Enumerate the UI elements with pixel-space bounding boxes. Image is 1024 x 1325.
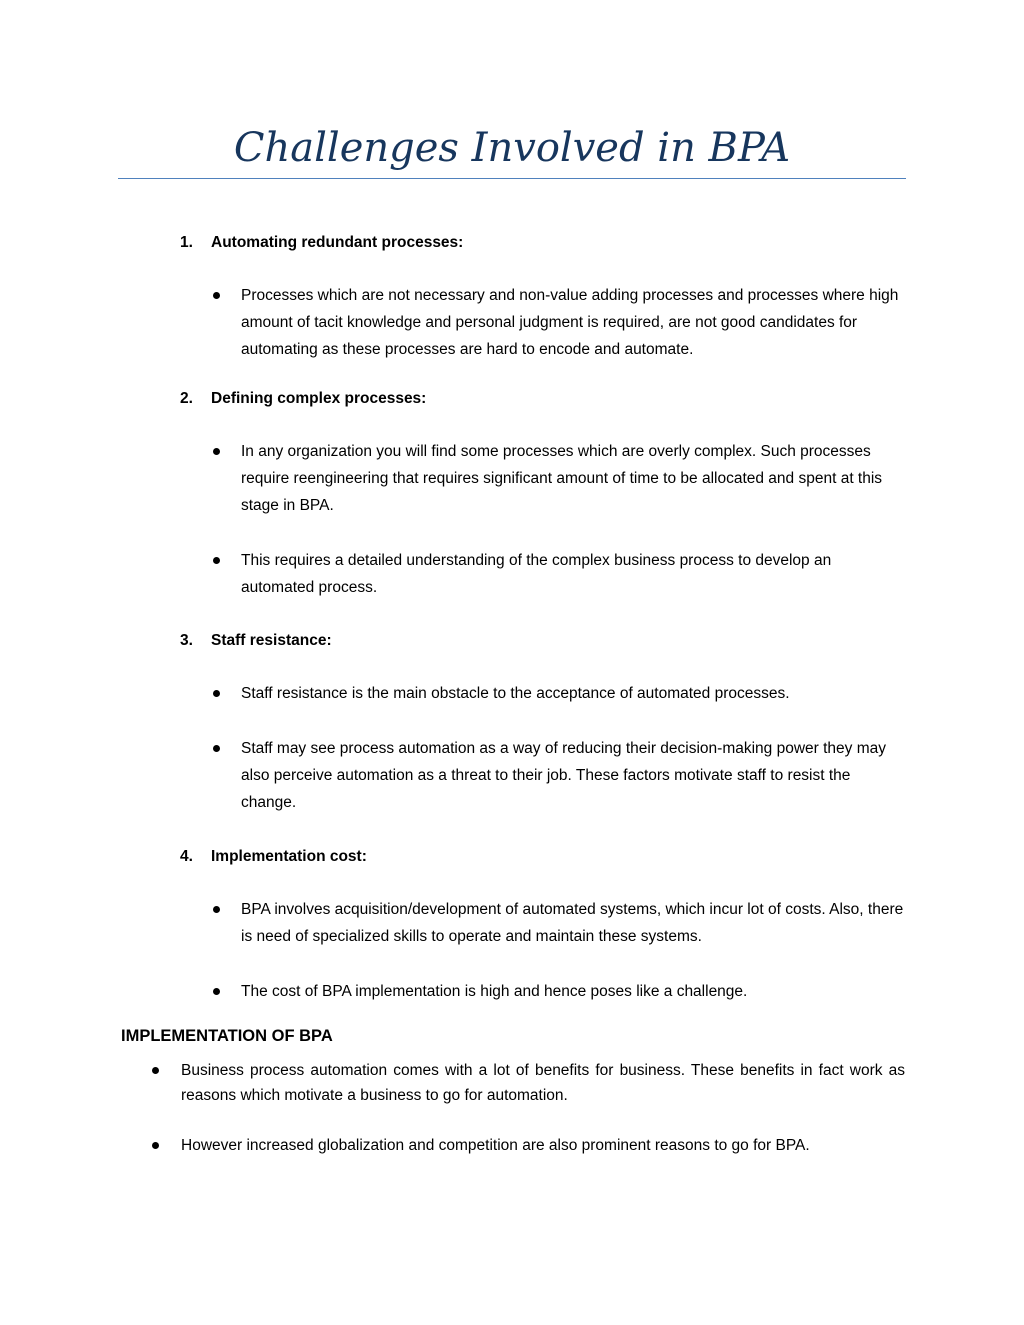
challenge-heading-3 [180, 631, 332, 651]
list-item [241, 547, 906, 601]
challenge-title: Defining complex processes: [211, 390, 427, 407]
bullet-text: This requires a detailed understanding of the complex business process to develop an automated process. [241, 552, 832, 596]
bullet-text: The cost of BPA implementation is high and hence poses like a challenge. [241, 983, 748, 1000]
bullet-icon [213, 690, 220, 697]
title-underline [118, 178, 906, 179]
challenge-title: Staff resistance: [211, 632, 332, 649]
list-item [241, 438, 906, 519]
challenge-number: 3. [180, 632, 193, 649]
bullet-text: In any organization you will find some processes which are overly complex. Such processes require reengineering that requires significant amount of time to be allocated and spent at this stage in BPA. [241, 443, 883, 514]
bullet-icon [152, 1142, 159, 1149]
bullet-text: However increased globalization and competition are also prominent reasons to go for BPA. [181, 1137, 810, 1154]
bullet-icon [152, 1067, 159, 1074]
challenge-number: 1. [180, 234, 193, 251]
bullet-text: Processes which are not necessary and non-value adding processes and processes where high amount of tacit knowledge and personal judgment is required, are not good candidates for automating as these processes are hard to encode and automate. [241, 287, 899, 358]
bullet-icon [213, 448, 220, 455]
challenge-heading-1 [180, 233, 463, 253]
bullet-icon [213, 988, 220, 995]
bullet-text: BPA involves acquisition/development of automated systems, which incur lot of costs. Also, there is need of specialized skills to operate and maintain these systems. [241, 901, 904, 945]
bullet-text: Staff may see process automation as a way of reducing their decision-making power they may also perceive automation as a threat to their job. These factors motivate staff to resist the change. [241, 740, 887, 811]
bullet-icon [213, 745, 220, 752]
list-item [241, 680, 906, 707]
challenge-title: Implementation cost: [211, 848, 367, 865]
list-item [241, 896, 906, 950]
list-item [241, 735, 906, 816]
section-heading: IMPLEMENTATION OF BPA [121, 1027, 333, 1045]
list-item [241, 978, 906, 1005]
bullet-icon [213, 906, 220, 913]
bullet-icon [213, 292, 220, 299]
challenge-title: Automating redundant processes: [211, 234, 464, 251]
list-item [181, 1058, 905, 1108]
bullet-icon [213, 557, 220, 564]
challenge-number: 2. [180, 390, 193, 407]
list-item [241, 282, 906, 363]
bullet-text: Business process automation comes with a lot of benefits for business. These benefits in fact work as reasons which motivate a business to go for automation. [181, 1062, 905, 1104]
challenge-heading-2 [180, 389, 426, 409]
challenge-number: 4. [180, 848, 193, 865]
bullet-text: Staff resistance is the main obstacle to the acceptance of automated processes. [241, 685, 790, 702]
document-title: Challenges Involved in BPA [233, 125, 791, 171]
challenge-heading-4 [180, 847, 367, 867]
list-item [181, 1133, 905, 1158]
